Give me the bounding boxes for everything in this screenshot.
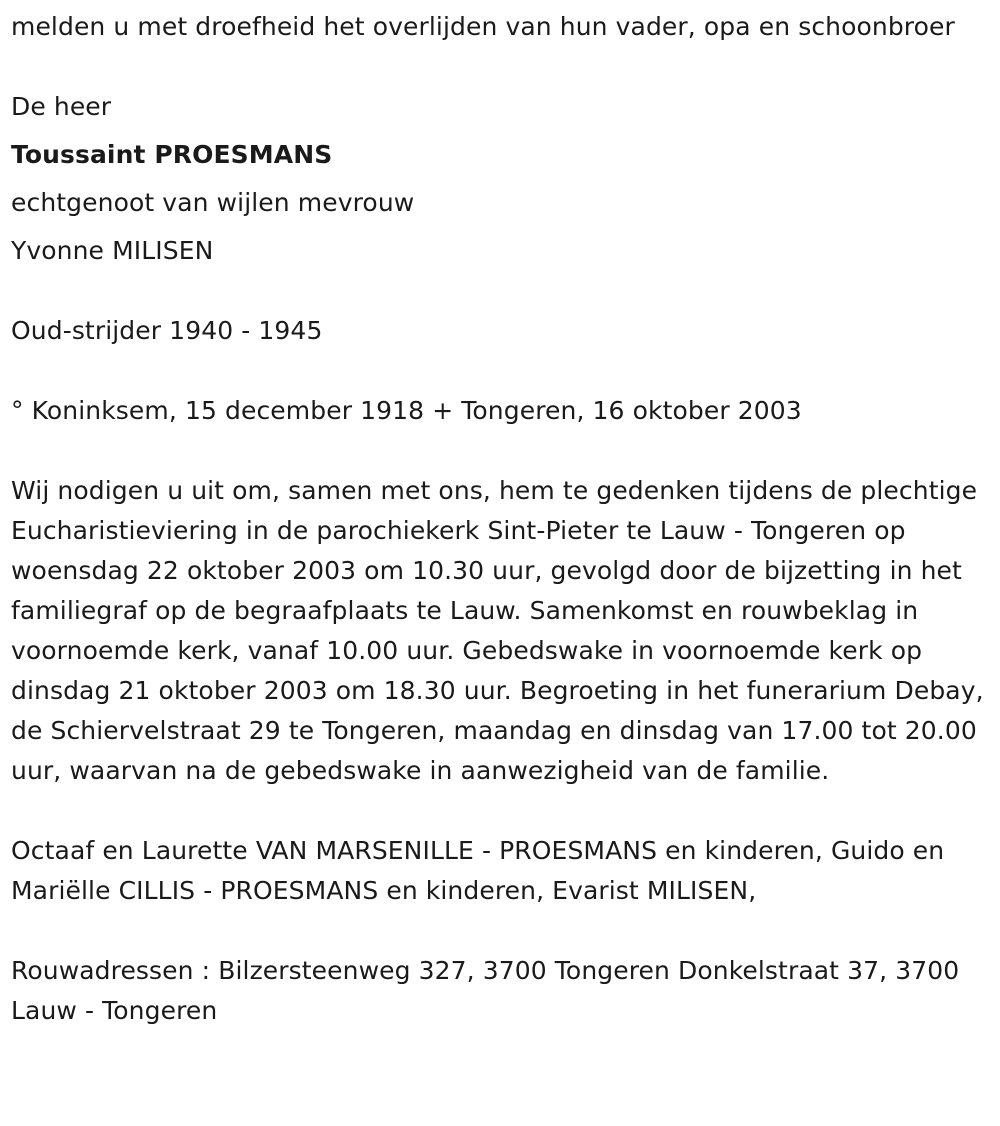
spacer <box>11 127 996 135</box>
invitation-text: Wij nodigen u uit om, samen met ons, hem te gedenken tijdens de plechtige Eucharistieviering in de parochiekerk Sint-Pieter te Lauw - Tongeren op woensdag 22 oktober 2003 om 10.30 uur, gevolgd door de bijzetting in het familiegraf op de begraafplaats te Lauw. Samenkomst en rouwbeklag in voornoemde kerk, vanaf 10.00 uur. Gebedswake in voornoemde kerk op dinsdag 21 oktober 2003 om 18.30 uur. Begroeting in het funerarium Debay, de Schiervelstraat 29 te Tongeren, maandag en dinsdag van 17.00 tot 20.00 uur, waarvan na de gebedswake in aanwezigheid van de familie. <box>11 476 984 785</box>
spacer <box>11 223 996 231</box>
family-text: Octaaf en Laurette VAN MARSENILLE - PROESMANS en kinderen, Guido en Mariëlle CILLIS - PROESMANS en kinderen, Evarist MILISEN, <box>11 836 945 905</box>
spacer <box>11 271 996 311</box>
addresses-text: Rouwadressen : Bilzersteenweg 327, 3700 Tongeren Donkelstraat 37, 3700 Lauw - Tongeren <box>11 956 960 1025</box>
birth-death-line: ° Koninksem, 15 december 1918 + Tongeren, 16 oktober 2003 <box>11 396 802 425</box>
spacer <box>11 351 996 391</box>
spacer <box>11 911 996 951</box>
spacer <box>11 175 996 183</box>
obituary-notice <box>11 7 996 1031</box>
spouse-name: Yvonne MILISEN <box>11 236 214 265</box>
spacer <box>11 47 996 87</box>
salutation: De heer <box>11 92 112 121</box>
deceased-name: Toussaint PROESMANS <box>11 140 333 169</box>
spacer <box>11 791 996 831</box>
spouse-line: echtgenoot van wijlen mevrouw <box>11 188 415 217</box>
spacer <box>11 431 996 471</box>
veteran-line: Oud-strijder 1940 - 1945 <box>11 316 323 345</box>
intro-text: melden u met droefheid het overlijden van hun vader, opa en schoonbroer <box>11 12 955 41</box>
